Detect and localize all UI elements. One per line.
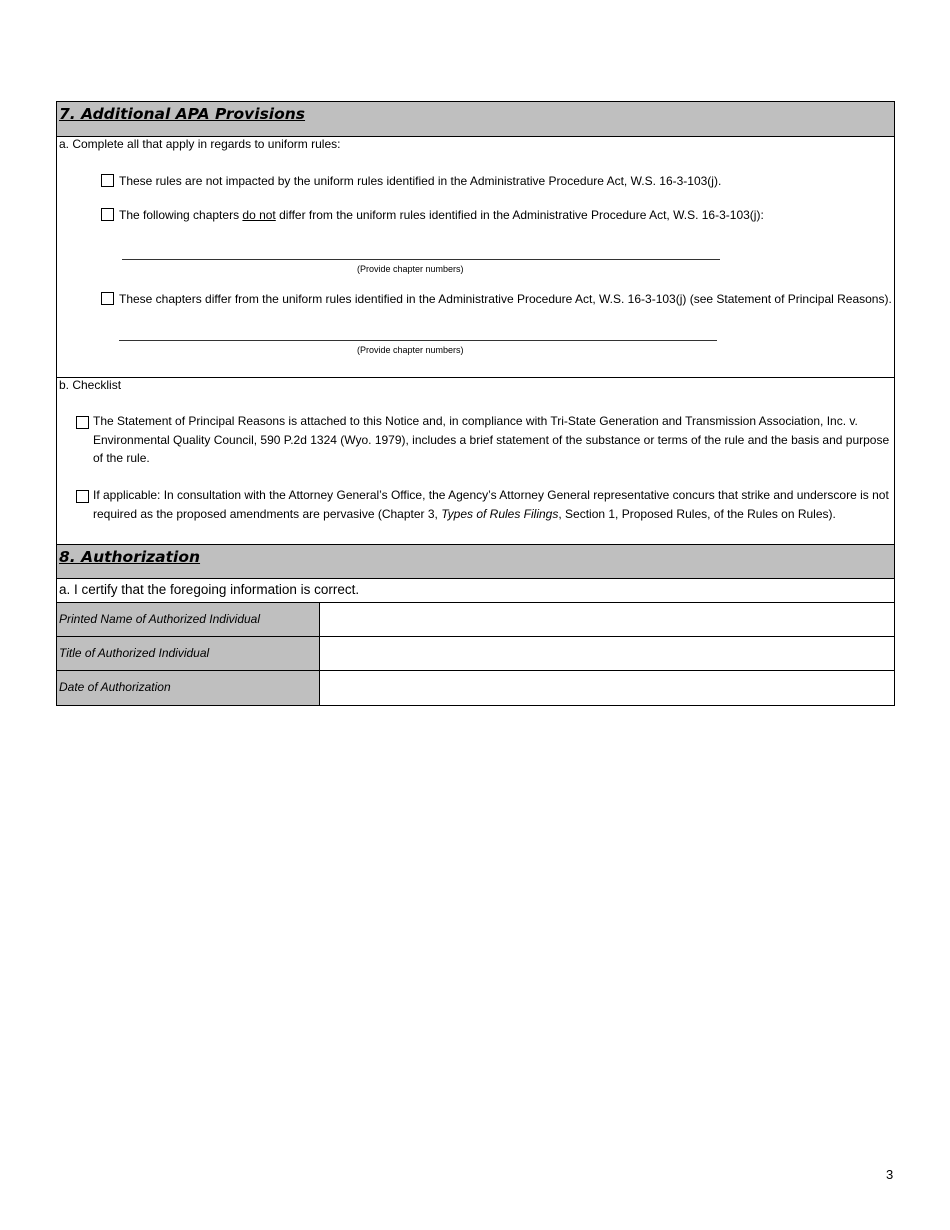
uniform-rules-block <box>57 137 894 378</box>
section-8-header <box>57 544 894 579</box>
section-7-header <box>57 102 894 137</box>
section-7-title: 7. Additional APA Provisions <box>59 105 306 123</box>
printed-name-field[interactable] <box>320 603 894 636</box>
option-not-impacted-text: These rules are not impacted by the uniform rules identified in the Administrative Procedure Act, W.S. 16-3-103(j). <box>119 174 722 188</box>
option-do-not-differ-text: The following chapters do not differ from the uniform rules identified in the Administrative Procedure Act, W.S. 16-3-103(j): <box>119 208 764 222</box>
checkbox-do-not-differ[interactable] <box>101 208 114 221</box>
authorization-row-name <box>57 603 894 637</box>
checkbox-chapters-differ[interactable] <box>101 292 114 305</box>
chapters-input-line-2[interactable] <box>119 340 717 341</box>
page-number: 3 <box>886 1167 894 1182</box>
chapters-hint-1: (Provide chapter numbers) <box>357 264 464 274</box>
printed-name-label: Printed Name of Authorized Individual <box>57 603 320 636</box>
checklist-block <box>57 378 894 544</box>
section-8-title: 8. Authorization <box>59 548 201 566</box>
part-a-label: a. Complete all that apply in regards to uniform rules: <box>59 137 341 151</box>
checklist-principal-reasons-text: The Statement of Principal Reasons is attached to this Notice and, in compliance with Tri-State Generation and Transmission Association, Inc. v. Environmental Quality Council, 590 P.2d 1324 (Wyo. 1979), includes a brief statement of the substance or terms of the rule and the basis and purpose of the rule. <box>93 414 890 465</box>
certify-statement: a. I certify that the foregoing information is correct. <box>57 579 894 603</box>
checkbox-strike-underscore[interactable] <box>76 490 89 503</box>
title-field[interactable] <box>320 637 894 670</box>
date-label: Date of Authorization <box>57 671 320 705</box>
date-field[interactable] <box>320 671 894 705</box>
title-label: Title of Authorized Individual <box>57 637 320 670</box>
checkbox-principal-reasons[interactable] <box>76 416 89 429</box>
chapters-input-line-1[interactable] <box>122 259 720 260</box>
part-b-label: b. Checklist <box>59 378 122 392</box>
checklist-strike-underscore-text: If applicable: In consultation with the Attorney General’s Office, the Agency’s Attorney General representative concurs that strike and underscore is not required as the proposed amendments are pervasive (Chapter 3, Types of Rules Filings, Section 1, Proposed Rules, of the Rules on Rules). <box>93 488 889 521</box>
authorization-row-title <box>57 637 894 671</box>
checkbox-not-impacted[interactable] <box>101 174 114 187</box>
authorization-row-date <box>57 671 894 705</box>
option-chapters-differ-text: These chapters differ from the uniform rules identified in the Administrative Procedure Act, W.S. 16-3-103(j) (see Statement of Principal Reasons). <box>119 292 892 306</box>
chapters-hint-2: (Provide chapter numbers) <box>357 345 464 355</box>
form-table <box>56 101 895 706</box>
